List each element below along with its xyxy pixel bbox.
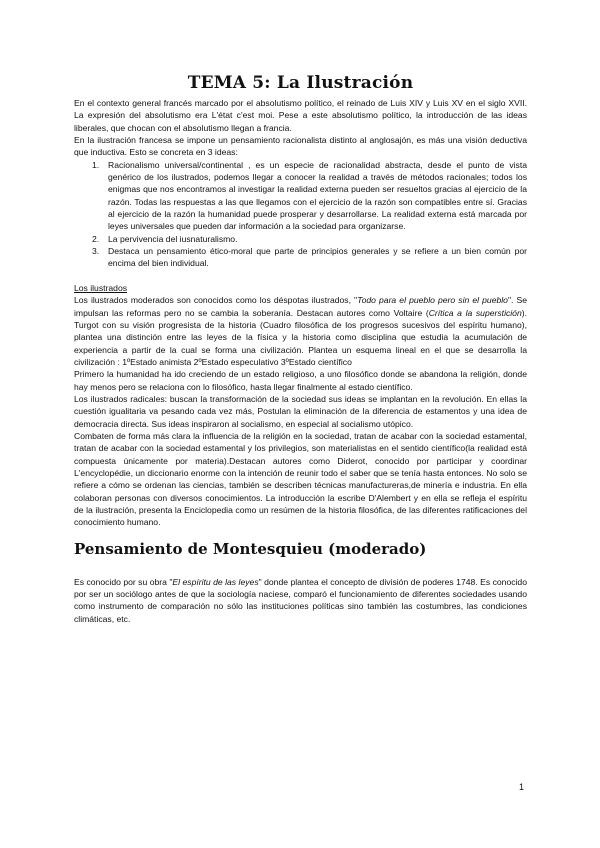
section-heading-montesquieu: Pensamiento de Montesquieu (moderado) (74, 539, 427, 558)
list-item-text: Racionalismo universal/continental , es un especie de racionalidad abstracta, desde el punto de vista genérico de los ilustrados, podemos llegar a conocer la realidad a través de métodos racionales; todos los enigmas que nos encontramos al investigar la realidad externa pueden ser resueltos gracias al ejercicio de la razón. Todas las respuestas a las que llegamos con el ejercicio de la razón son compatibles entre sí. Gracias al ejercicio de la razón la humanidad puede prosperar y desarrollarse. La realidad externa está marcada por leyes universales que pueden dar información a la sociedad para organizarse. (108, 159, 527, 232)
list-item-text: La pervivencia del iusnaturalismo. (108, 233, 238, 244)
text-run: Los ilustrados moderados son conocidos como los déspotas ilustrados, " (74, 295, 358, 306)
text-run: Es conocido por su obra " (74, 576, 173, 587)
document-body (74, 72, 527, 625)
ilustrados-paragraph-3: Los ilustrados radicales: buscan la transformación de la sociedad sus ideas se implantan en la revolución. En ellas la cuestión igualitaria va pesando cada vez más, Postulan la eliminación de la diferencia de estamentos y una idea de democracia directa. Sus ideas inspiraron al socialismo, en especial al socialismo utópico. (74, 393, 527, 429)
list-item-number: 3. (92, 246, 100, 257)
work-title: Crítica a la superstición (428, 307, 522, 318)
intro-paragraph-1: En el contexto general francés marcado por el absolutismo político, el reinado de Luis XIV y Luis XV en el siglo XVII. La expresión del absolutismo era L'état c'est moi. Pese a este absolutismo político, la introducción de las ideas liberales, que chocan con el absolutismo llegan a francia. (74, 98, 527, 133)
list-item (74, 245, 527, 270)
ilustrados-paragraph-4: Combaten de forma más clara la influencia de la religión en la sociedad, tratan de acabar con la sociedad estamental, tratan de acabar con la sociedad estamental y los privilegios, son materialistas en el sentido científico(la realidad está compuesta únicamente por materia).Destacan autores como Diderot, conocido por participar y coordinar L'encyclopédie, un diccionario enorme con la intención de reunir todo el saber que se tenía hasta entonces. No solo se refiere a cómo se ordenan las ciencias, también se describen técnicas manufactureras,de minería e industria. En ella colaboran personas con diversos conocimientos. La introducción la escribe D'Alembert y en ella se refleja el espíritu de la ilustración, presenta la Enciclopedia como un resúmen de la historia filosófica, de las diferentes ratificaciones del conocimiento humano. (74, 430, 527, 528)
list-item (74, 233, 527, 245)
text-run: ". Se impulsan las reformas pero no se cambia la soberanía. Destacan autores como Voltaire ( (74, 295, 527, 318)
page-number: 1 (519, 782, 525, 792)
section-heading-ilustrados: Los ilustrados (74, 282, 128, 293)
ilustrados-paragraph-1 (74, 294, 527, 368)
page-title: TEMA 5: La Ilustración (187, 73, 414, 93)
ideas-list (74, 159, 527, 270)
list-item-number: 2. (92, 233, 100, 244)
ilustrados-paragraph-2: Primero la humanidad ha ido creciendo de un estado religioso, a uno filosófico donde se abandona la religión, donde hay menos pero se relaciona con lo filosófico, hasta llegar finalmente al estado científico. (74, 369, 527, 392)
list-item (74, 159, 527, 233)
intro-paragraph-2: En la ilustración francesa se impone un pensamiento racionalista distinto al anglosajón, es más una visión deductiva que inductiva. Esto se concreta en 3 ideas: (74, 135, 527, 158)
montesquieu-paragraph (74, 576, 527, 625)
list-item-text: Destaca un pensamiento ético-moral que parte de principios generales y se refiere a un bien común por encima del bien individual. (108, 246, 527, 269)
text-run: ). Turgot con su visión progresista de la historia (Cuadro filosófica de los progresos sucesivos del espíritu humano), plantea una distinción entre las leyes de la física y la historia como disciplina que estudia la acumulación de experiencia a partir de la cual se forma una civilización. Plantea un esquema lineal en el que se desarrolla la civilización : 1ºEstado animista 2ºEstado especulativo 3ºEstado científico (74, 307, 527, 367)
text-run: " donde plantea el concepto de división de poderes 1748. Es conocido por ser un sociólogo antes de que la sociología naciese, comparó el funcionamiento de diferentes sociedades usando como instrumento de comparación no sólo las instituciones políticas sino también las costumbres, las condiciones climáticas, etc. (74, 576, 527, 624)
work-title: El espíritu de las leyes (172, 576, 259, 587)
quote-text: Todo para el pueblo pero sin el pueblo (357, 295, 508, 306)
list-item-number: 1. (92, 159, 100, 170)
